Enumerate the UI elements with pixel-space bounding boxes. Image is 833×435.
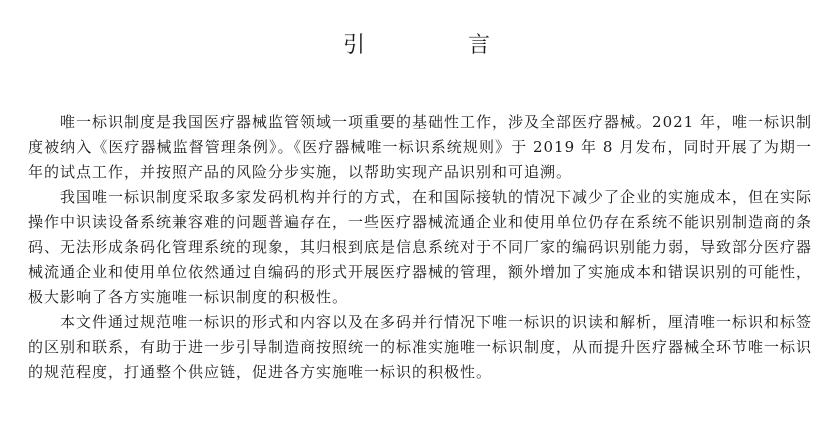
body-text	[28, 110, 812, 385]
paragraph-1: 唯一标识制度是我国医疗器械监管领域一项重要的基础性工作，涉及全部医疗器械。2021 年，唯一标识制度被纳入《医疗器械监督管理条例》。《医疗器械唯一标识系统规则》于 2019 年 8 月发布，同时开展了为期一年的试点工作，并按照产品的风险分步实施，以帮助实现产品识别和可追溯。	[28, 113, 812, 181]
section-title: 引 言	[343, 33, 538, 58]
paragraph-2: 我国唯一标识制度采取多家发码机构并行的方式，在和国际接轨的情况下减少了企业的实施成本，但在实际操作中识读设备系统兼容难的问题普遍存在，一些医疗器械流通企业和使用单位仍存在系统不能识别制造商的条码、无法形成条码化管理系统的现象，其归根到底是信息系统对于不同厂家的编码识别能力弱，导致部分医疗器械流通企业和使用单位依然通过自编码的形式开展医疗器械的管理，额外增加了实施成本和错误识别的可能性，极大影响了各方实施唯一标识制度的积极性。	[28, 188, 813, 306]
paragraph-3: 本文件通过规范唯一标识的形式和内容以及在多码并行情况下唯一标识的识读和解析，厘清唯一标识和标签的区别和联系，有助于进一步引导制造商按照统一的标准实施唯一标识制度，从而提升医疗器械全环节唯一标识的规范程度，打通整个供应链，促进各方实施唯一标识的积极性。	[28, 313, 813, 381]
